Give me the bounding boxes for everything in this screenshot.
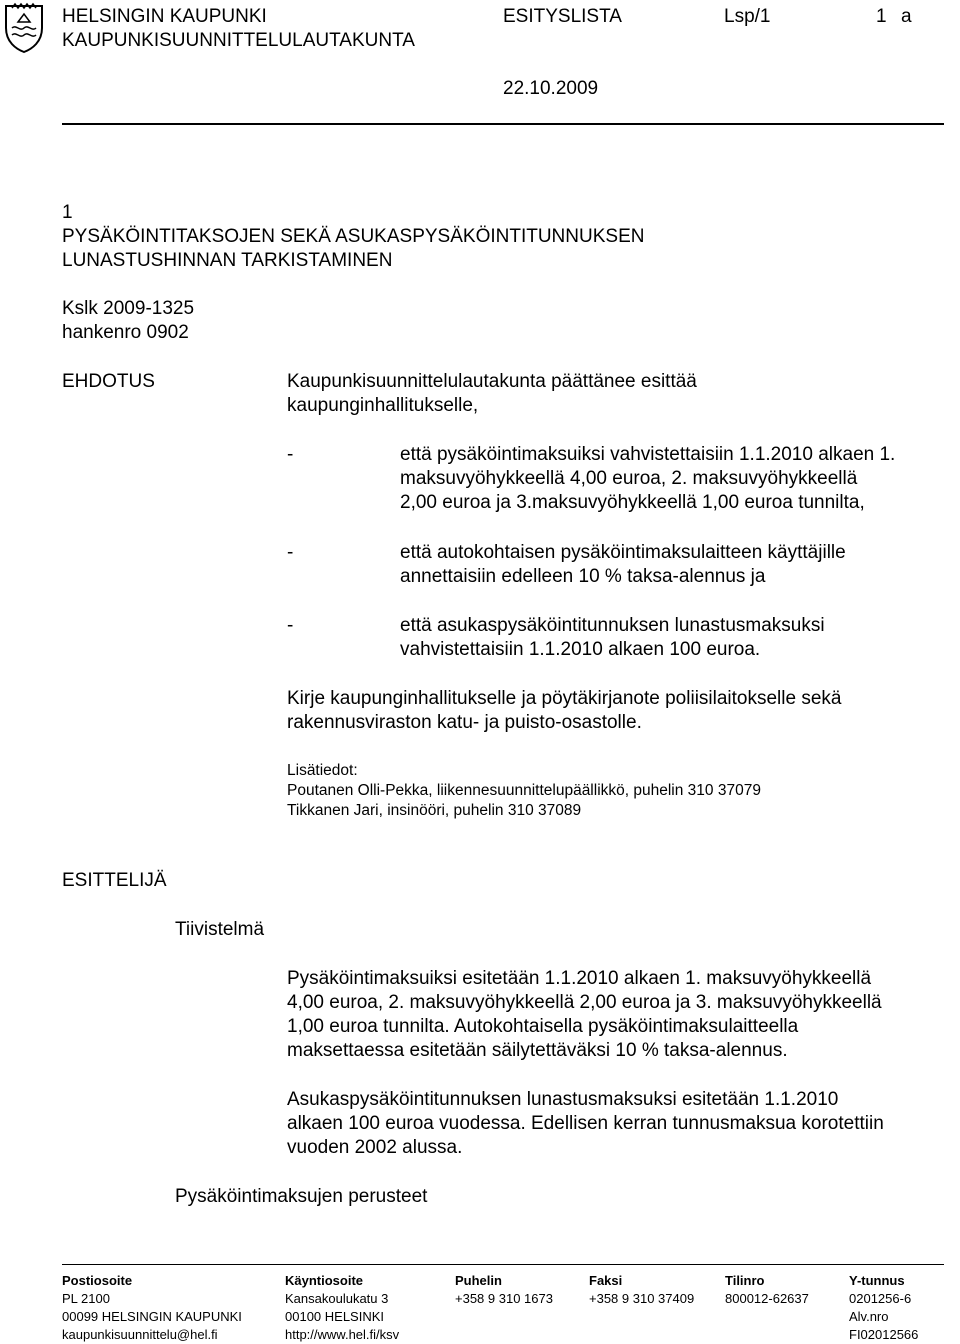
proposal-item3-line2: vahvistettaisiin 1.1.2010 alkaen 100 euroa. xyxy=(400,639,761,660)
case-title-line1: PYSÄKÖINTITAKSOJEN SEKÄ ASUKASPYSÄKÖINTITUNNUKSEN xyxy=(62,226,645,247)
footer-visit-street: Kansakoulukatu 3 xyxy=(285,1291,389,1306)
proposal-letter-line1: Kirje kaupunginhallitukselle ja pöytäkirjanote poliisilaitokselle sekä xyxy=(287,688,842,709)
footer-account-label: Tilinro xyxy=(725,1273,765,1288)
info-contact-2: Tikkanen Jari, insinööri, puhelin 310 37089 xyxy=(287,802,582,819)
footer-ytunnus: 0201256-6 xyxy=(849,1291,912,1306)
footer-fax-label: Faksi xyxy=(589,1273,623,1288)
list-number: Lsp/1 xyxy=(724,6,771,27)
summary-label: Tiivistelmä xyxy=(175,919,265,940)
summary-p1-line2: 4,00 euroa, 2. maksuvyöhykkeellä 2,00 euroa ja 3. maksuvyöhykkeellä xyxy=(287,992,882,1013)
footer-ytunnus-label: Y-tunnus xyxy=(849,1273,905,1288)
summary-p1-line1: Pysäköintimaksuiksi esitetään 1.1.2010 alkaen 1. maksuvyöhykkeellä xyxy=(287,968,872,989)
footer-email: kaupunkisuunnittelu@hel.fi xyxy=(62,1327,218,1342)
footer-rule xyxy=(62,1264,944,1265)
proposal-intro-line1: Kaupunkisuunnittelulautakunta päättänee esittää xyxy=(287,371,697,392)
summary-p2-line1: Asukaspysäköintitunnuksen lunastusmaksuksi esitetään 1.1.2010 xyxy=(287,1089,839,1110)
footer-vat: FI02012566 xyxy=(849,1327,919,1342)
summary-p2-line2: alkaen 100 euroa vuodessa. Edellisen kerran tunnusmaksua korotettiin xyxy=(287,1113,884,1134)
summary-p2-line3: vuoden 2002 alussa. xyxy=(287,1137,463,1158)
summary-p1-line3: 1,00 euroa tunnilta. Autokohtaisella pysäköintimaksulaitteella xyxy=(287,1016,799,1037)
case-ksl: Kslk 2009-1325 xyxy=(62,298,195,319)
proposal-dash-1: - xyxy=(287,444,294,465)
helsinki-crest-icon xyxy=(2,2,46,54)
proposal-intro-line2: kaupunginhallitukselle, xyxy=(287,395,479,416)
proposal-dash-3: - xyxy=(287,615,294,636)
info-contact-1: Poutanen Olli-Pekka, liikennesuunnittelupäällikkö, puhelin 310 37079 xyxy=(287,782,761,799)
footer-account: 800012-62637 xyxy=(725,1291,809,1306)
footer-postal-label: Postiosoite xyxy=(62,1273,133,1288)
item-number: 1 xyxy=(876,6,887,27)
footer-fax: +358 9 310 37409 xyxy=(589,1291,695,1306)
item-sub: a xyxy=(901,6,912,27)
meeting-date: 22.10.2009 xyxy=(503,78,599,99)
proposal-item1-line1: että pysäköintimaksuiksi vahvistettaisiin 1.1.2010 alkaen 1. xyxy=(400,444,896,465)
summary-p1-line4: maksettaessa esitetään säilytettäväksi 10 % taksa-alennus. xyxy=(287,1040,788,1061)
presenter-label: ESITTELIJÄ xyxy=(62,870,167,891)
proposal-item2-line2: annettaisiin edelleen 10 % taksa-alennus ja xyxy=(400,566,766,587)
info-label: Lisätiedot: xyxy=(287,762,358,779)
case-hankenro: hankenro 0902 xyxy=(62,322,189,343)
proposal-item1-line3: 2,00 euroa ja 3.maksuvyöhykkeellä 1,00 euroa tunnilta, xyxy=(400,492,865,513)
footer-visit-label: Käyntiosoite xyxy=(285,1273,364,1288)
proposal-item3-line1: että asukaspysäköintitunnuksen lunastusmaksuksi xyxy=(400,615,825,636)
proposal-item1-line2: maksuvyöhykkeellä 4,00 euroa, 2. maksuvyöhykkeellä xyxy=(400,468,858,489)
proposal-item2-line1: että autokohtaisen pysäköintimaksulaitteen käyttäjille xyxy=(400,542,846,563)
footer-vat-label: Alv.nro xyxy=(849,1309,889,1324)
org-unit: KAUPUNKISUUNNITTELULAUTAKUNTA xyxy=(62,30,415,51)
footer-postal-city: 00099 HELSINGIN KAUPUNKI xyxy=(62,1309,242,1324)
doc-type: ESITYSLISTA xyxy=(503,6,622,27)
case-title-line2: LUNASTUSHINNAN TARKISTAMINEN xyxy=(62,250,393,271)
proposal-label: EHDOTUS xyxy=(62,371,155,392)
case-number: 1 xyxy=(62,202,73,223)
proposal-letter-line2: rakennusviraston katu- ja puisto-osastolle. xyxy=(287,712,642,733)
footer-postal-box: PL 2100 xyxy=(62,1291,110,1306)
basis-heading: Pysäköintimaksujen perusteet xyxy=(175,1186,428,1207)
header-rule xyxy=(62,123,944,125)
proposal-dash-2: - xyxy=(287,542,294,563)
footer-visit-city: 00100 HELSINKI xyxy=(285,1309,385,1324)
footer-phone: +358 9 310 1673 xyxy=(455,1291,553,1306)
footer-phone-label: Puhelin xyxy=(455,1273,502,1288)
footer-website: http://www.hel.fi/ksv xyxy=(285,1327,400,1342)
org-name: HELSINGIN KAUPUNKI xyxy=(62,6,267,27)
